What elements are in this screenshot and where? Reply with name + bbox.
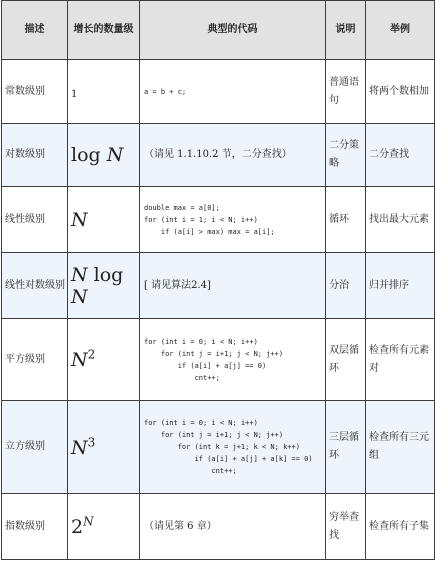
row-desc: 平方级别	[2, 319, 68, 401]
row-example: 检查所有子集	[366, 494, 435, 560]
row-desc: 常数级别	[2, 60, 68, 124]
row-code: for (int i = 0; i < N; i++) for (int j = i+1; j < N; j++) for (int k = j+1; k < N; k++) if (a[i] + a[j] + a[k] == 0) cnt++;	[140, 401, 326, 494]
row-note: 双层循环	[326, 319, 366, 401]
row-note: 分治	[326, 253, 366, 319]
table-row	[2, 494, 435, 560]
header-code: 典型的代码	[140, 1, 326, 60]
row-code: [ 请见算法2.4]	[140, 253, 326, 319]
row-desc: 线性对数级别	[2, 253, 68, 319]
row-growth	[68, 319, 140, 401]
row-desc: 对数级别	[2, 124, 68, 187]
row-example: 找出最大元素	[366, 187, 435, 253]
row-example: 归并排序	[366, 253, 435, 319]
row-code: （请见 1.1.10.2 节，二分查找）	[140, 124, 326, 187]
header-note: 说明	[326, 1, 366, 60]
growth-formula: $2^N$	[71, 514, 94, 539]
row-example: 二分查找	[366, 124, 435, 187]
table-row	[2, 60, 435, 124]
row-desc: 立方级别	[2, 401, 68, 494]
growth-text: 1	[71, 89, 78, 100]
table-row	[2, 187, 435, 253]
row-code: （请见第 6 章）	[140, 494, 326, 560]
header-example: 举例	[366, 1, 435, 60]
row-code: a = b + c;	[140, 60, 326, 124]
growth-formula: $N^3$	[71, 435, 96, 459]
row-example: 将两个数相加	[366, 60, 435, 124]
table-row	[2, 253, 435, 319]
row-example: 检查所有元素对	[366, 319, 435, 401]
row-desc: 指数级别	[2, 494, 68, 560]
header-desc: 描述	[2, 1, 68, 60]
table-row	[2, 319, 435, 401]
table-row	[2, 124, 435, 187]
row-growth	[68, 401, 140, 494]
growth-formula: N log N	[71, 263, 124, 308]
growth-formula: $N^2$	[71, 347, 96, 372]
growth-formula: N	[71, 208, 88, 231]
row-growth	[68, 60, 140, 124]
row-note: 二分策略	[326, 124, 366, 187]
row-note: 循环	[326, 187, 366, 253]
row-growth	[68, 253, 140, 319]
row-example: 检查所有三元组	[366, 401, 435, 494]
table-row	[2, 401, 435, 494]
row-growth	[68, 187, 140, 253]
row-note: 三层循环	[326, 401, 366, 494]
header-growth: 增长的数量级	[68, 1, 140, 60]
row-code: for (int i = 0; i < N; i++) for (int j = i+1; j < N; j++) if (a[i] + a[j] == 0) cnt++;	[140, 319, 326, 401]
growth-formula: log N	[71, 144, 124, 166]
row-note: 普通语句	[326, 60, 366, 124]
header-row	[2, 1, 435, 60]
row-growth	[68, 124, 140, 187]
complexity-table	[1, 0, 435, 560]
row-growth	[68, 494, 140, 560]
row-desc: 线性级别	[2, 187, 68, 253]
row-code: double max = a[0]; for (int i = 1; i < N; i++) if (a[i] > max) max = a[i];	[140, 187, 326, 253]
row-note: 穷举查找	[326, 494, 366, 560]
